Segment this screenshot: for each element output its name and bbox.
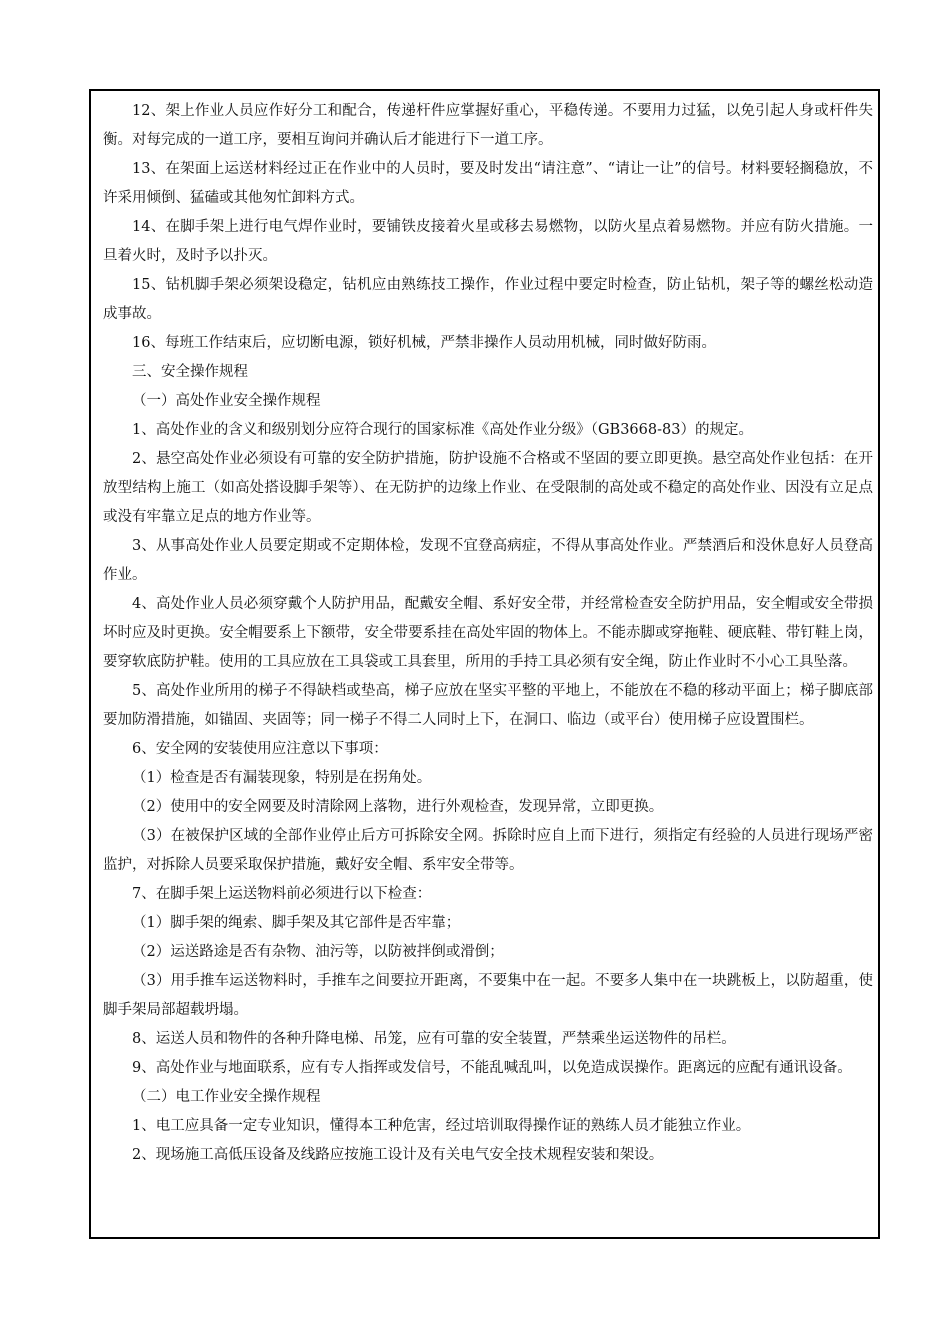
paragraph-12: 12、架上作业人员应作好分工和配合，传递杆件应掌握好重心，平稳传递。不要用力过猛，以免引起人身或杆件失衡。对每完成的一道工序，要相互询问并确认后才能进行下一道工序。: [103, 103, 873, 148]
rule-6-item-2: （2）使用中的安全网要及时清除网上落物，进行外观检查，发现异常，立即更换。: [132, 799, 664, 815]
rule-7-item-3: （3）用手推车运送物料时，手推车之间要拉开距离，不要集中在一起。不要多人集中在一块跳板上，以防超重，使脚手架局部超载坍塌。: [103, 973, 873, 1018]
rule-6-item-3: （3）在被保护区域的全部作业停止后方可拆除安全网。拆除时应自上而下进行，须指定有经验的人员进行现场严密监护，对拆除人员要采取保护措施，戴好安全帽、系牢安全带等。: [103, 828, 873, 873]
rule-5: 5、高处作业所用的梯子不得缺档或垫高，梯子应放在坚实平整的平地上，不能放在不稳的移动平面上；梯子脚底部要加防滑措施，如锚固、夹固等；同一梯子不得二人同时上下，在洞口、临边（或平台）使用梯子应设置围栏。: [103, 683, 873, 728]
paragraph-13: 13、在架面上运送材料经过正在作业中的人员时，要及时发出“请注意”、“请让一让”的信号。材料要轻搁稳放，不许采用倾倒、猛磕或其他匆忙卸料方式。: [103, 161, 873, 206]
subsection-heading-2: （二）电工作业安全操作规程: [132, 1089, 321, 1105]
section-heading-3: 三、安全操作规程: [132, 364, 248, 380]
subsection-heading-1: （一）高处作业安全操作规程: [132, 393, 321, 409]
rule-7-item-2: （2）运送路途是否有杂物、油污等，以防被拌倒或滑倒；: [132, 944, 504, 960]
rule-7: 7、在脚手架上运送物料前必须进行以下检查：: [132, 886, 432, 902]
rule-2: 2、悬空高处作业必须设有可靠的安全防护措施，防护设施不合格或不坚固的要立即更换。悬空高处作业包括：在开放型结构上施工（如高处搭设脚手架等）、在无防护的边缘上作业、在受限制的高处或不稳定的高处作业、因没有立足点或没有牢靠立足点的地方作业等。: [103, 451, 873, 525]
rule-1: 1、高处作业的含义和级别划分应符合现行的国家标准《高处作业分级》（GB3668-83）的规定。: [132, 422, 753, 438]
rule-9: 9、高处作业与地面联系，应有专人指挥或发信号，不能乱喊乱叫，以免造成误操作。距离远的应配有通讯设备。: [132, 1060, 852, 1076]
rule-8: 8、运送人员和物件的各种升降电梯、吊笼，应有可靠的安全装置，严禁乘坐运送物件的吊栏。: [132, 1031, 736, 1047]
rule-3: 3、从事高处作业人员要定期或不定期体检，发现不宜登高病症，不得从事高处作业。严禁酒后和没休息好人员登高作业。: [103, 538, 873, 583]
paragraph-14: 14、在脚手架上进行电气焊作业时，要铺铁皮接着火星或移去易燃物，以防火星点着易燃物。并应有防火措施。一旦着火时，及时予以扑灭。: [103, 219, 873, 264]
paragraph-16: 16、每班工作结束后，应切断电源，锁好机械，严禁非操作人员动用机械，同时做好防雨。: [132, 335, 716, 351]
paragraph-15: 15、钻机脚手架必须架设稳定，钻机应由熟练技工操作，作业过程中要定时检查，防止钻机，架子等的螺丝松动造成事故。: [103, 277, 873, 322]
electrical-rule-1: 1、电工应具备一定专业知识，懂得本工种危害，经过培训取得操作证的熟练人员才能独立作业。: [132, 1118, 751, 1134]
rule-7-item-1: （1）脚手架的绳索、脚手架及其它部件是否牢靠；: [132, 915, 461, 931]
electrical-rule-2: 2、现场施工高低压设备及线路应按施工设计及有关电气安全技术规程安装和架设。: [132, 1147, 664, 1163]
document-body: [103, 97, 873, 1170]
rule-6-item-1: （1）检查是否有漏装现象，特别是在拐角处。: [132, 770, 432, 786]
rule-4: 4、高处作业人员必须穿戴个人防护用品，配戴安全帽、系好安全带，并经常检查安全防护用品，安全帽或安全带损坏时应及时更换。安全帽要系上下额带，安全带要系挂在高处牢固的物体上。不能赤脚或穿拖鞋、硬底鞋、带钉鞋上岗，要穿软底防护鞋。使用的工具应放在工具袋或工具套里，所用的手持工具必须有安全绳，防止作业时不小心工具坠落。: [103, 596, 873, 670]
rule-6: 6、安全网的安装使用应注意以下事项：: [132, 741, 388, 757]
